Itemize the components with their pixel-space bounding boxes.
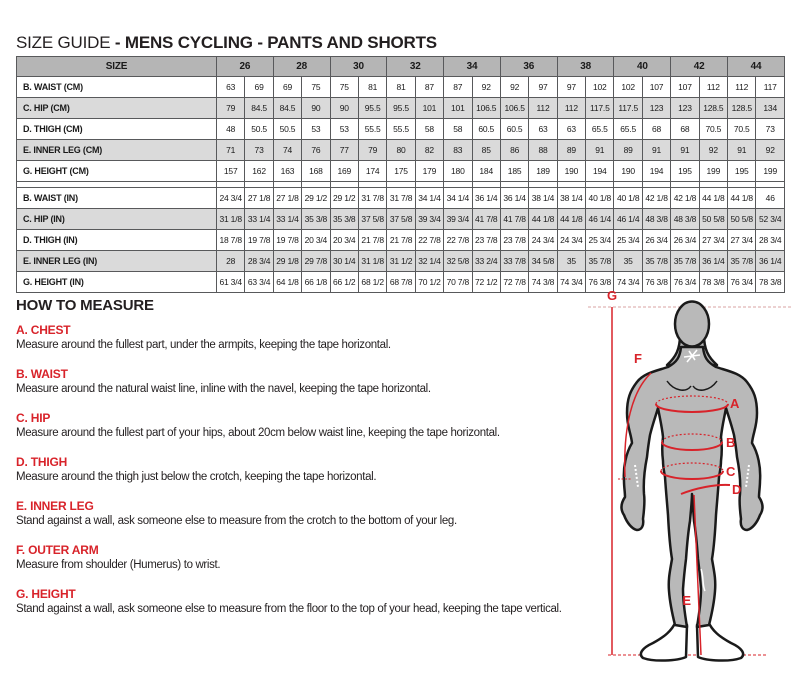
size-value-cell: 87 [415,77,443,98]
size-value-cell: 79 [358,140,386,161]
measurement-figure [580,287,795,677]
size-value-cell: 117.5 [614,98,642,119]
size-value-cell: 50.5 [273,119,301,140]
body-diagram [580,287,795,677]
size-value-cell: 68 [671,119,699,140]
size-value-cell: 53 [330,119,358,140]
size-value-cell: 32 1/4 [415,251,443,272]
size-value-cell: 82 [415,140,443,161]
page-title [16,33,437,53]
table-row [17,119,785,140]
size-value-cell: 25 3/4 [614,230,642,251]
measure-item-text: Measure from shoulder (Humerus) to wrist. [16,559,221,571]
measure-item-label: G. HEIGHT [16,587,76,601]
size-value-cell: 33 2/4 [472,251,500,272]
size-value-cell: 46 [756,188,785,209]
size-value-cell: 92 [699,140,727,161]
size-value-cell: 189 [529,161,557,182]
size-value-cell: 41 7/8 [500,209,528,230]
size-value-cell: 30 1/4 [330,251,358,272]
size-value-cell: 85 [472,140,500,161]
measure-item [16,499,596,529]
head [675,302,709,347]
measure-item-text: Measure around the thigh just below the crotch, keeping the tape horizontal. [16,471,377,483]
size-value-cell: 41 7/8 [472,209,500,230]
size-value-cell: 58 [444,119,472,140]
size-header-cell: 40 [614,57,671,77]
size-value-cell: 89 [557,140,585,161]
how-to-measure-heading: HOW TO MEASURE [16,297,154,314]
row-label: E. INNER LEG (IN) [17,251,217,272]
size-value-cell: 75 [330,77,358,98]
size-value-cell: 21 7/8 [387,230,415,251]
size-value-cell: 75 [302,77,330,98]
size-value-cell: 74 [273,140,301,161]
size-value-cell: 48 [217,119,245,140]
measure-item-label: A. CHEST [16,323,71,337]
size-value-cell: 27 1/8 [245,188,273,209]
size-value-cell: 69 [273,77,301,98]
size-value-cell: 33 7/8 [500,251,528,272]
size-value-cell: 112 [699,77,727,98]
size-value-cell: 74 3/8 [529,272,557,293]
size-value-cell: 95.5 [387,98,415,119]
size-value-cell: 44 1/8 [529,209,557,230]
size-value-cell: 185 [500,161,528,182]
size-value-cell: 32 5/8 [444,251,472,272]
size-value-cell: 21 7/8 [358,230,386,251]
size-value-cell: 20 3/4 [330,230,358,251]
size-value-cell: 195 [671,161,699,182]
size-value-cell: 27 1/8 [273,188,301,209]
size-value-cell: 76 3/8 [586,272,614,293]
size-value-cell: 35 [557,251,585,272]
size-value-cell: 33 1/4 [273,209,301,230]
size-value-cell: 26 3/4 [671,230,699,251]
size-value-cell: 123 [642,98,670,119]
size-value-cell: 168 [302,161,330,182]
row-label: G. HEIGHT (CM) [17,161,217,182]
size-value-cell: 180 [444,161,472,182]
size-value-cell: 70.5 [699,119,727,140]
size-value-cell: 61 3/4 [217,272,245,293]
size-value-cell: 102 [614,77,642,98]
size-value-cell: 91 [642,140,670,161]
size-value-cell: 83 [444,140,472,161]
size-value-cell: 77 [330,140,358,161]
measure-item-label: F. OUTER ARM [16,543,99,557]
size-value-cell: 63 3/4 [245,272,273,293]
size-value-cell: 69 [245,77,273,98]
size-value-cell: 66 1/2 [330,272,358,293]
size-value-cell: 70 1/2 [415,272,443,293]
size-value-cell: 40 1/8 [614,188,642,209]
size-value-cell: 63 [217,77,245,98]
size-value-cell: 163 [273,161,301,182]
size-value-cell: 106.5 [472,98,500,119]
row-label: E. INNER LEG (CM) [17,140,217,161]
size-value-cell: 64 1/8 [273,272,301,293]
size-value-cell: 28 3/4 [756,230,785,251]
measure-item [16,543,596,573]
size-value-cell: 36 1/4 [699,251,727,272]
measure-item-text: Measure around the fullest part of your hips, about 20cm below waist line, keeping the tape horizontal. [16,427,500,439]
table-row [17,140,785,161]
size-value-cell: 24 3/4 [557,230,585,251]
measure-items [16,323,596,631]
row-label: C. HIP (CM) [17,98,217,119]
size-value-cell: 44 1/8 [699,188,727,209]
size-value-cell: 123 [671,98,699,119]
size-value-cell: 195 [728,161,756,182]
figure-label-d: D [732,482,742,497]
size-value-cell: 19 7/8 [245,230,273,251]
size-value-cell: 35 7/8 [586,251,614,272]
size-value-cell: 184 [472,161,500,182]
size-value-cell: 40 1/8 [586,188,614,209]
figure-label-b: B [726,435,736,450]
size-guide-table [16,56,785,293]
size-value-cell: 29 1/2 [302,188,330,209]
size-value-cell: 22 7/8 [415,230,443,251]
size-value-cell: 65.5 [586,119,614,140]
size-value-cell: 90 [302,98,330,119]
size-value-cell: 84.5 [273,98,301,119]
size-value-cell: 74 3/4 [614,272,642,293]
size-value-cell: 28 3/4 [245,251,273,272]
size-value-cell: 70.5 [728,119,756,140]
size-value-cell: 55.5 [387,119,415,140]
size-value-cell: 33 1/4 [245,209,273,230]
size-header-cell: 36 [500,57,557,77]
size-value-cell: 199 [756,161,785,182]
size-value-cell: 50 5/8 [728,209,756,230]
table-row [17,98,785,119]
size-value-cell: 23 7/8 [500,230,528,251]
size-value-cell: 42 1/8 [642,188,670,209]
row-label: G. HEIGHT (IN) [17,272,217,293]
size-value-cell: 29 1/2 [330,188,358,209]
size-value-cell: 117.5 [586,98,614,119]
size-column-header: SIZE [17,57,217,77]
table-row [17,161,785,182]
size-value-cell: 35 [614,251,642,272]
size-value-cell: 23 7/8 [472,230,500,251]
size-value-cell: 37 5/8 [387,209,415,230]
measure-item-label: B. WAIST [16,367,68,381]
row-label: D. THIGH (CM) [17,119,217,140]
measure-item-text: Stand against a wall, ask someone else to measure from the floor to the top of your head, keeping the tape vertical. [16,603,562,615]
size-value-cell: 79 [217,98,245,119]
size-value-cell: 80 [387,140,415,161]
size-value-cell: 78 3/8 [756,272,785,293]
size-value-cell: 25 3/4 [586,230,614,251]
size-value-cell: 74 3/4 [557,272,585,293]
measure-item [16,411,596,441]
size-value-cell: 60.5 [472,119,500,140]
size-value-cell: 48 3/8 [671,209,699,230]
size-value-cell: 27 3/4 [699,230,727,251]
size-value-cell: 128.5 [699,98,727,119]
size-value-cell: 97 [557,77,585,98]
measure-item-label: D. THIGH [16,455,68,469]
size-header-cell: 32 [387,57,444,77]
size-value-cell: 38 1/4 [529,188,557,209]
size-value-cell: 97 [529,77,557,98]
size-value-cell: 194 [586,161,614,182]
table-row [17,77,785,98]
size-value-cell: 31 1/2 [387,251,415,272]
size-value-cell: 86 [500,140,528,161]
measure-item [16,323,596,353]
measure-item [16,455,596,485]
size-value-cell: 66 1/8 [302,272,330,293]
row-label: B. WAIST (IN) [17,188,217,209]
size-value-cell: 95.5 [358,98,386,119]
figure-label-a: A [730,396,740,411]
figure-label-e: E [682,593,691,608]
size-value-cell: 31 1/8 [217,209,245,230]
measure-item-label: C. HIP [16,411,51,425]
size-value-cell: 162 [245,161,273,182]
size-value-cell: 92 [500,77,528,98]
size-value-cell: 90 [330,98,358,119]
size-value-cell: 35 7/8 [728,251,756,272]
size-value-cell: 48 3/8 [642,209,670,230]
size-value-cell: 31 7/8 [387,188,415,209]
size-value-cell: 78 3/8 [699,272,727,293]
size-value-cell: 46 1/4 [614,209,642,230]
measure-item-label: E. INNER LEG [16,499,94,513]
size-value-cell: 112 [529,98,557,119]
size-value-cell: 46 1/4 [586,209,614,230]
size-value-cell: 84.5 [245,98,273,119]
size-value-cell: 28 [217,251,245,272]
size-value-cell: 102 [586,77,614,98]
size-value-cell: 26 3/4 [642,230,670,251]
size-value-cell: 60.5 [500,119,528,140]
size-header-cell: 28 [273,57,330,77]
size-value-cell: 35 7/8 [642,251,670,272]
size-value-cell: 81 [387,77,415,98]
size-value-cell: 55.5 [358,119,386,140]
size-value-cell: 73 [245,140,273,161]
size-value-cell: 36 1/4 [756,251,785,272]
table-row [17,230,785,251]
size-header-cell: 26 [217,57,274,77]
size-value-cell: 112 [557,98,585,119]
size-value-cell: 190 [614,161,642,182]
size-value-cell: 36 1/4 [472,188,500,209]
size-value-cell: 70 7/8 [444,272,472,293]
size-header-cell: 34 [444,57,501,77]
size-value-cell: 87 [444,77,472,98]
size-value-cell: 35 7/8 [671,251,699,272]
size-value-cell: 39 3/4 [415,209,443,230]
size-value-cell: 175 [387,161,415,182]
table-row [17,251,785,272]
size-value-cell: 81 [358,77,386,98]
size-value-cell: 72 1/2 [472,272,500,293]
size-value-cell: 101 [444,98,472,119]
size-value-cell: 18 7/8 [217,230,245,251]
measure-item-text: Measure around the natural waist line, inline with the navel, keeping the tape horizontal. [16,383,431,395]
size-value-cell: 190 [557,161,585,182]
size-value-cell: 44 1/8 [728,188,756,209]
size-value-cell: 107 [642,77,670,98]
measure-item [16,587,596,617]
size-value-cell: 194 [642,161,670,182]
table-header-row [17,57,785,77]
size-value-cell: 68 1/2 [358,272,386,293]
size-header-cell: 38 [557,57,614,77]
size-header-cell: 44 [728,57,785,77]
size-value-cell: 63 [557,119,585,140]
size-value-cell: 37 5/8 [358,209,386,230]
size-value-cell: 42 1/8 [671,188,699,209]
size-value-cell: 52 3/4 [756,209,785,230]
size-value-cell: 20 3/4 [302,230,330,251]
size-value-cell: 76 3/4 [671,272,699,293]
size-value-cell: 27 3/4 [728,230,756,251]
row-label: C. HIP (IN) [17,209,217,230]
size-value-cell: 199 [699,161,727,182]
figure-label-f: F [634,351,642,366]
size-value-cell: 35 3/8 [330,209,358,230]
size-value-cell: 36 1/4 [500,188,528,209]
size-value-cell: 29 7/8 [302,251,330,272]
size-value-cell: 22 7/8 [444,230,472,251]
size-value-cell: 35 3/8 [302,209,330,230]
size-value-cell: 179 [415,161,443,182]
size-value-cell: 71 [217,140,245,161]
size-value-cell: 107 [671,77,699,98]
size-value-cell: 89 [614,140,642,161]
size-value-cell: 34 1/4 [444,188,472,209]
size-value-cell: 63 [529,119,557,140]
size-value-cell: 169 [330,161,358,182]
size-value-cell: 19 7/8 [273,230,301,251]
size-value-cell: 73 [756,119,785,140]
size-value-cell: 92 [756,140,785,161]
table-row [17,209,785,230]
size-value-cell: 76 3/4 [728,272,756,293]
size-value-cell: 117 [756,77,785,98]
size-value-cell: 39 3/4 [444,209,472,230]
size-value-cell: 72 7/8 [500,272,528,293]
size-value-cell: 50 5/8 [699,209,727,230]
measure-item-text: Measure around the fullest part, under the armpits, keeping the tape horizontal. [16,339,391,351]
size-value-cell: 29 1/8 [273,251,301,272]
size-value-cell: 76 3/8 [642,272,670,293]
page-title-suffix: - MENS CYCLING - PANTS AND SHORTS [114,33,437,53]
size-value-cell: 91 [728,140,756,161]
size-value-cell: 38 1/4 [557,188,585,209]
size-value-cell: 76 [302,140,330,161]
size-value-cell: 101 [415,98,443,119]
size-value-cell: 24 3/4 [217,188,245,209]
size-value-cell: 68 [642,119,670,140]
size-value-cell: 128.5 [728,98,756,119]
size-value-cell: 92 [472,77,500,98]
size-header-cell: 42 [671,57,728,77]
size-value-cell: 34 1/4 [415,188,443,209]
size-value-cell: 65.5 [614,119,642,140]
table-row [17,188,785,209]
size-value-cell: 68 7/8 [387,272,415,293]
measure-item [16,367,596,397]
size-value-cell: 44 1/8 [557,209,585,230]
measure-item-text: Stand against a wall, ask someone else to measure from the crotch to the bottom of your leg. [16,515,457,527]
size-value-cell: 31 7/8 [358,188,386,209]
size-value-cell: 24 3/4 [529,230,557,251]
size-value-cell: 34 5/8 [529,251,557,272]
row-label: D. THIGH (IN) [17,230,217,251]
size-value-cell: 174 [358,161,386,182]
size-value-cell: 106.5 [500,98,528,119]
size-value-cell: 50.5 [245,119,273,140]
size-value-cell: 91 [586,140,614,161]
size-value-cell: 157 [217,161,245,182]
page-title-prefix: SIZE GUIDE [16,33,115,53]
size-value-cell: 88 [529,140,557,161]
size-value-cell: 112 [728,77,756,98]
figure-label-g: G [606,288,618,303]
size-value-cell: 134 [756,98,785,119]
row-label: B. WAIST (CM) [17,77,217,98]
size-value-cell: 53 [302,119,330,140]
size-value-cell: 58 [415,119,443,140]
figure-label-c: C [726,464,736,479]
size-value-cell: 31 1/8 [358,251,386,272]
size-value-cell: 91 [671,140,699,161]
size-header-cell: 30 [330,57,387,77]
